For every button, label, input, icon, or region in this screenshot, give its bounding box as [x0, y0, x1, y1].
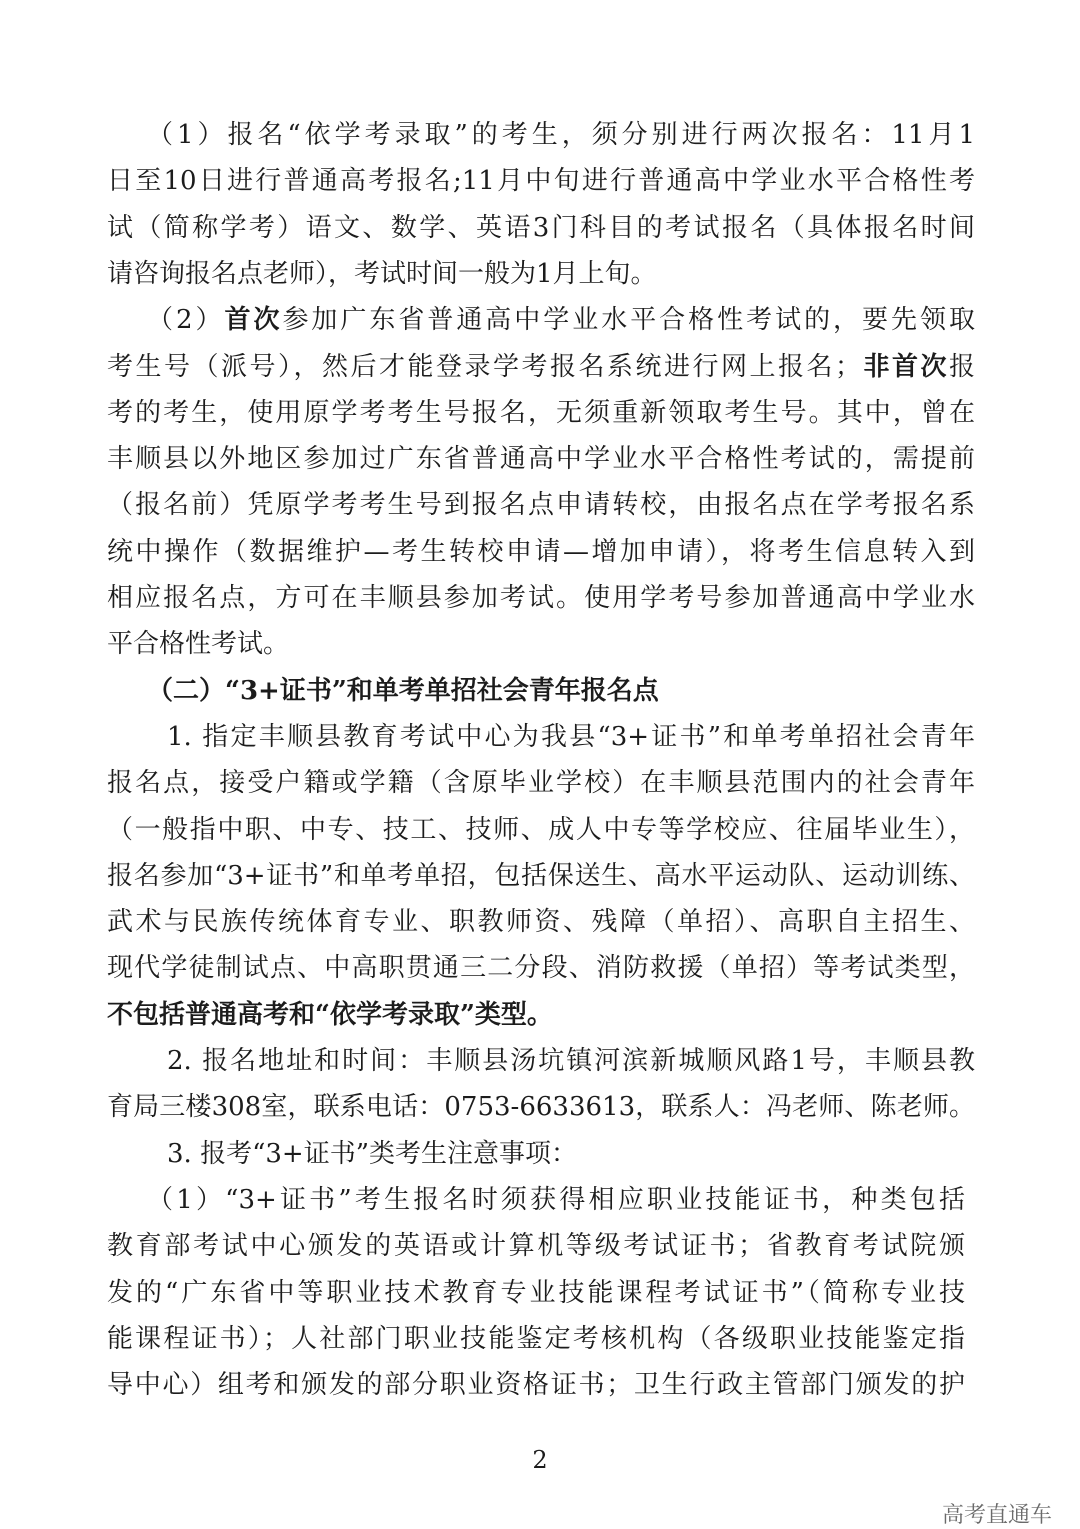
bold-text: 非首次	[860, 351, 949, 382]
text-line	[107, 1316, 965, 1362]
text-line	[107, 853, 975, 899]
text-line	[107, 344, 975, 390]
text-segment: 1. 指定丰顺县教育考试中心为我县“3+证书”和单考单招社会青年	[167, 721, 975, 752]
text-line	[107, 1177, 965, 1223]
text-segment: 统中操作（数据维护—考生转校申请—增加申请），将考生信息转入到	[107, 536, 975, 567]
text-line	[107, 1270, 965, 1316]
text-line	[107, 1131, 975, 1177]
text-line	[107, 714, 975, 760]
text-segment: 请咨询报名点老师），考试时间一般为1月上旬。	[107, 258, 657, 289]
text-line	[107, 1223, 965, 1269]
text-line	[107, 1362, 965, 1408]
text-segment: 丰顺县以外地区参加过广东省普通高中学业水平合格性考试的，需提前	[107, 444, 975, 475]
text-line	[107, 899, 975, 945]
text-segment: 日至10日进行普通高考报名;11月中旬进行普通高中学业水平合格性考	[107, 166, 975, 197]
text-line	[107, 436, 975, 482]
text-line	[107, 297, 975, 343]
text-line	[107, 760, 975, 806]
text-line	[107, 575, 975, 621]
text-segment: 3. 报考“3+证书”类考生注意事项：	[167, 1138, 577, 1169]
text-segment: 能课程证书）；人社部门职业技能鉴定考核机构（各级职业技能鉴定指	[107, 1323, 965, 1354]
text-segment: 武术与民族传统体育专业、职教师资、残障（单招）、高职自主招生、	[107, 907, 975, 938]
text-line	[107, 112, 975, 158]
text-line	[107, 668, 975, 714]
text-segment: （一般指中职、中专、技工、技师、成人中专等学校应、往届毕业生），	[107, 814, 975, 845]
text-segment: 教育部考试中心颁发的英语或计算机等级考试证书；省教育考试院颁	[107, 1231, 965, 1262]
text-line	[107, 158, 975, 204]
text-segment: 导中心）组考和颁发的部分职业资格证书；卫生行政主管部门颁发的护	[107, 1370, 965, 1401]
text-line	[107, 482, 975, 528]
text-segment: 现代学徒制试点、中高职贯通三二分段、消防救援（单招）等考试类型，	[107, 953, 975, 984]
text-segment: 育局三楼308室，联系电话：0753-6633613，联系人：冯老师、陈老师。	[107, 1092, 975, 1123]
text-segment: 相应报名点，方可在丰顺县参加考试。使用学考号参加普通高中学业水	[107, 583, 975, 613]
text-segment: （1）“3+证书”考生报名时须获得相应职业技能证书，种类包括	[147, 1184, 965, 1215]
text-segment: 2. 报名地址和时间：丰顺县汤坑镇河滨新城顺风路1号，丰顺县教	[167, 1046, 975, 1076]
text-segment: 报名点，接受户籍或学籍（含原毕业学校）在丰顺县范围内的社会青年	[107, 768, 975, 799]
text-segment: 平合格性考试。	[107, 629, 290, 660]
text-segment: （报名前）凭原学考考生号到报名点申请转校，由报名点在学考报名系	[107, 490, 975, 521]
text-line	[107, 807, 975, 853]
text-line	[107, 992, 975, 1038]
text-line	[107, 251, 975, 297]
text-segment: 报名参加“3+证书”和单考单招，包括保送生、高水平运动队、运动训练、	[107, 860, 975, 891]
text-segment: 参加广东省普通高中学业水平合格性考试的，要先领取	[282, 305, 975, 336]
bold-text: 首次	[224, 305, 283, 336]
text-segment: 考的考生，使用原学考考生号报名，无须重新领取考生号。其中，曾在	[107, 397, 975, 428]
watermark: 高考直通车	[941, 1503, 1052, 1528]
text-line	[107, 205, 975, 251]
text-line	[107, 1038, 975, 1084]
text-line	[107, 945, 975, 991]
text-line	[107, 529, 975, 575]
text-segment: 考生号（派号），然后才能登录学考报名系统进行网上报名；	[107, 351, 861, 382]
text-segment: 发的“广东省中等职业技术教育专业技能课程考试证书”（简称专业技	[107, 1277, 965, 1308]
text-segment: （2）	[147, 305, 225, 336]
bold-text: （二）“3+证书”和单考单招社会青年报名点	[147, 675, 659, 706]
text-segment: 试（简称学考）语文、数学、英语3门科目的考试报名（具体报名时间	[107, 212, 975, 243]
text-line	[107, 390, 975, 436]
text-segment: 报	[948, 351, 975, 382]
text-segment: （1）报名“依学考录取”的考生，须分别进行两次报名：11月1	[147, 120, 975, 150]
text-line	[107, 1084, 975, 1130]
page-number: 2	[532, 1446, 548, 1474]
text-line	[107, 621, 975, 667]
bold-text: 不包括普通高考和“依学考录取”类型。	[107, 999, 553, 1030]
